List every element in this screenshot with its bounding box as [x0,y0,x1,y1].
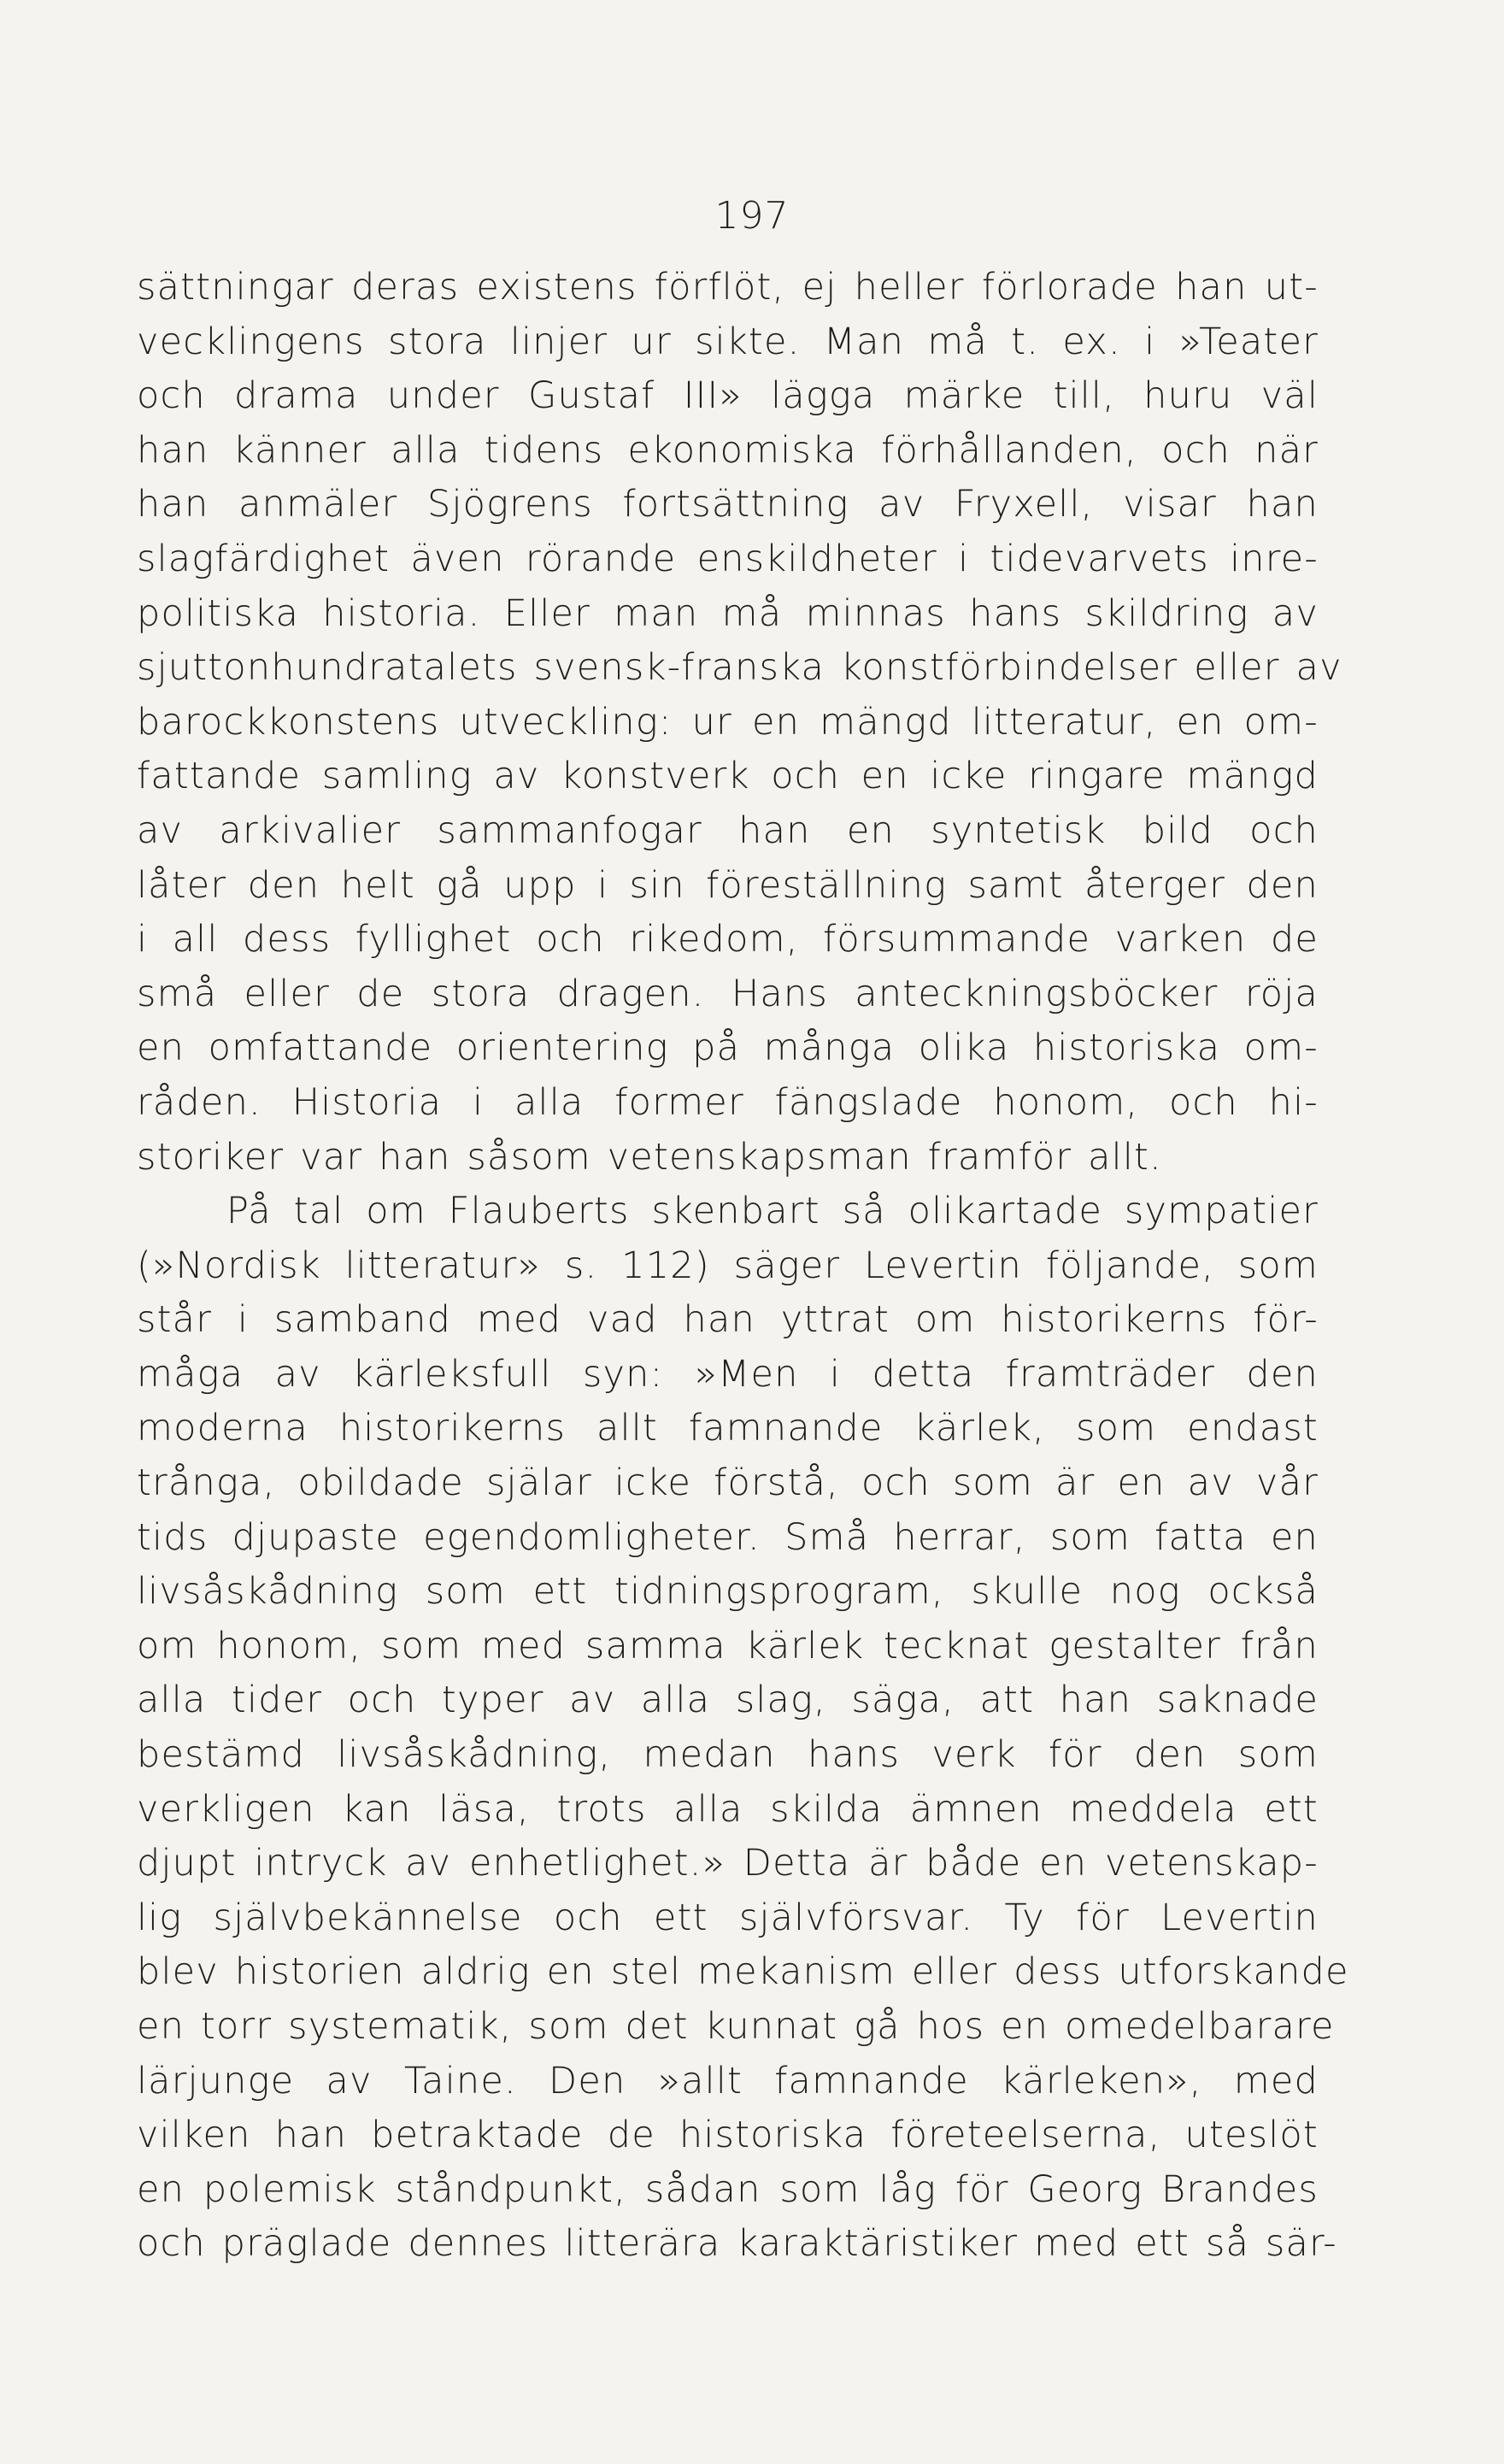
text-line-13: i all dess fyllighet och rikedom, försummande varken de [137,918,1319,961]
text-line-37: och präglade dennes litterära karaktäristiker med ett så sär- [137,2222,1337,2266]
text-line-12: låter den helt gå upp i sin föreställning samt återger den [137,863,1319,907]
text-line-8: sjuttonhundratalets svensk-franska konstförbindelser eller av [137,646,1342,690]
text-line-18: På tal om Flauberts skenbart så olikartade sympatier [226,1190,1319,1233]
text-line-20: står i samband med vad han yttrat om historikerns för- [137,1298,1319,1342]
text-line-1: sättningar deras existens förflöt, ej heller förlorade han ut- [137,266,1319,309]
text-line-35: vilken han betraktade de historiska företeelserna, uteslöt [137,2114,1319,2157]
text-line-7: politiska historia. Eller man må minnas hans skildring av [137,591,1319,635]
text-line-31: lig självbekännelse och ett självförsvar. Ty för Levertin [137,1896,1319,1939]
text-line-16: råden. Historia i alla former fängslade honom, och hi- [137,1080,1319,1124]
text-line-5: han anmäler Sjögrens fortsättning av Fryxell, visar han [137,483,1319,526]
text-line-11: av arkivalier sammanfogar han en syntetisk bild och [137,809,1319,852]
text-line-26: om honom, som med samma kärlek tecknat gestalter från [137,1624,1319,1667]
text-line-10: fattande samling av konstverk och en icke ringare mängd [137,755,1319,798]
text-line-29: verkligen kan läsa, trots alla skilda ämnen meddela ett [137,1787,1319,1831]
text-line-3: och drama under Gustaf III» lägga märke till, huru väl [137,374,1319,418]
text-line-17: storiker var han såsom vetenskapsman framför allt. [137,1135,1162,1179]
text-line-15: en omfattande orientering på många olika historiska om- [137,1026,1319,1070]
text-line-34: lärjunge av Taine. Den »allt famnande kärleken», med [137,2059,1319,2102]
text-line-27: alla tider och typer av alla slag, säga, att han saknade [137,1679,1319,1722]
text-line-6: slagfärdighet även rörande enskildheter i tidevarvets inre- [137,537,1319,580]
text-line-36: en polemisk ståndpunkt, sådan som låg för Georg Brandes [137,2167,1319,2211]
text-line-2: vecklingens stora linjer ur sikte. Man må t. ex. i »Teater [137,320,1319,363]
body-text [137,261,1349,2272]
page-number: 197 [714,194,790,238]
text-line-23: trånga, obildade själar icke förstå, och som är en av vår [137,1461,1319,1505]
text-line-30: djupt intryck av enhetlighet.» Detta är både en vetenskap- [137,1842,1319,1885]
text-line-25: livsåskådning som ett tidningsprogram, skulle nog också [137,1570,1319,1614]
text-line-14: små eller de stora dragen. Hans anteckningsböcker röja [137,972,1319,1015]
text-line-28: bestämd livsåskådning, medan hans verk för den som [137,1733,1319,1777]
text-line-9: barockkonstens utveckling: ur en mängd litteratur, en om- [137,700,1319,744]
text-line-33: en torr systematik, som det kunnat gå hos en omedelbarare [137,2005,1335,2048]
text-line-21: måga av kärleksfull syn: »Men i detta framträder den [137,1352,1319,1396]
text-line-19: (»Nordisk litteratur» s. 112) säger Levertin följande, som [137,1244,1319,1287]
text-line-22: moderna historikerns allt famnande kärlek, som endast [137,1407,1319,1450]
text-line-24: tids djupaste egendomligheter. Små herrar, som fatta en [137,1515,1319,1559]
text-line-32: blev historien aldrig en stel mekanism eller dess utforskande [137,1950,1349,1994]
text-line-4: han känner alla tidens ekonomiska förhållanden, och när [137,428,1319,472]
